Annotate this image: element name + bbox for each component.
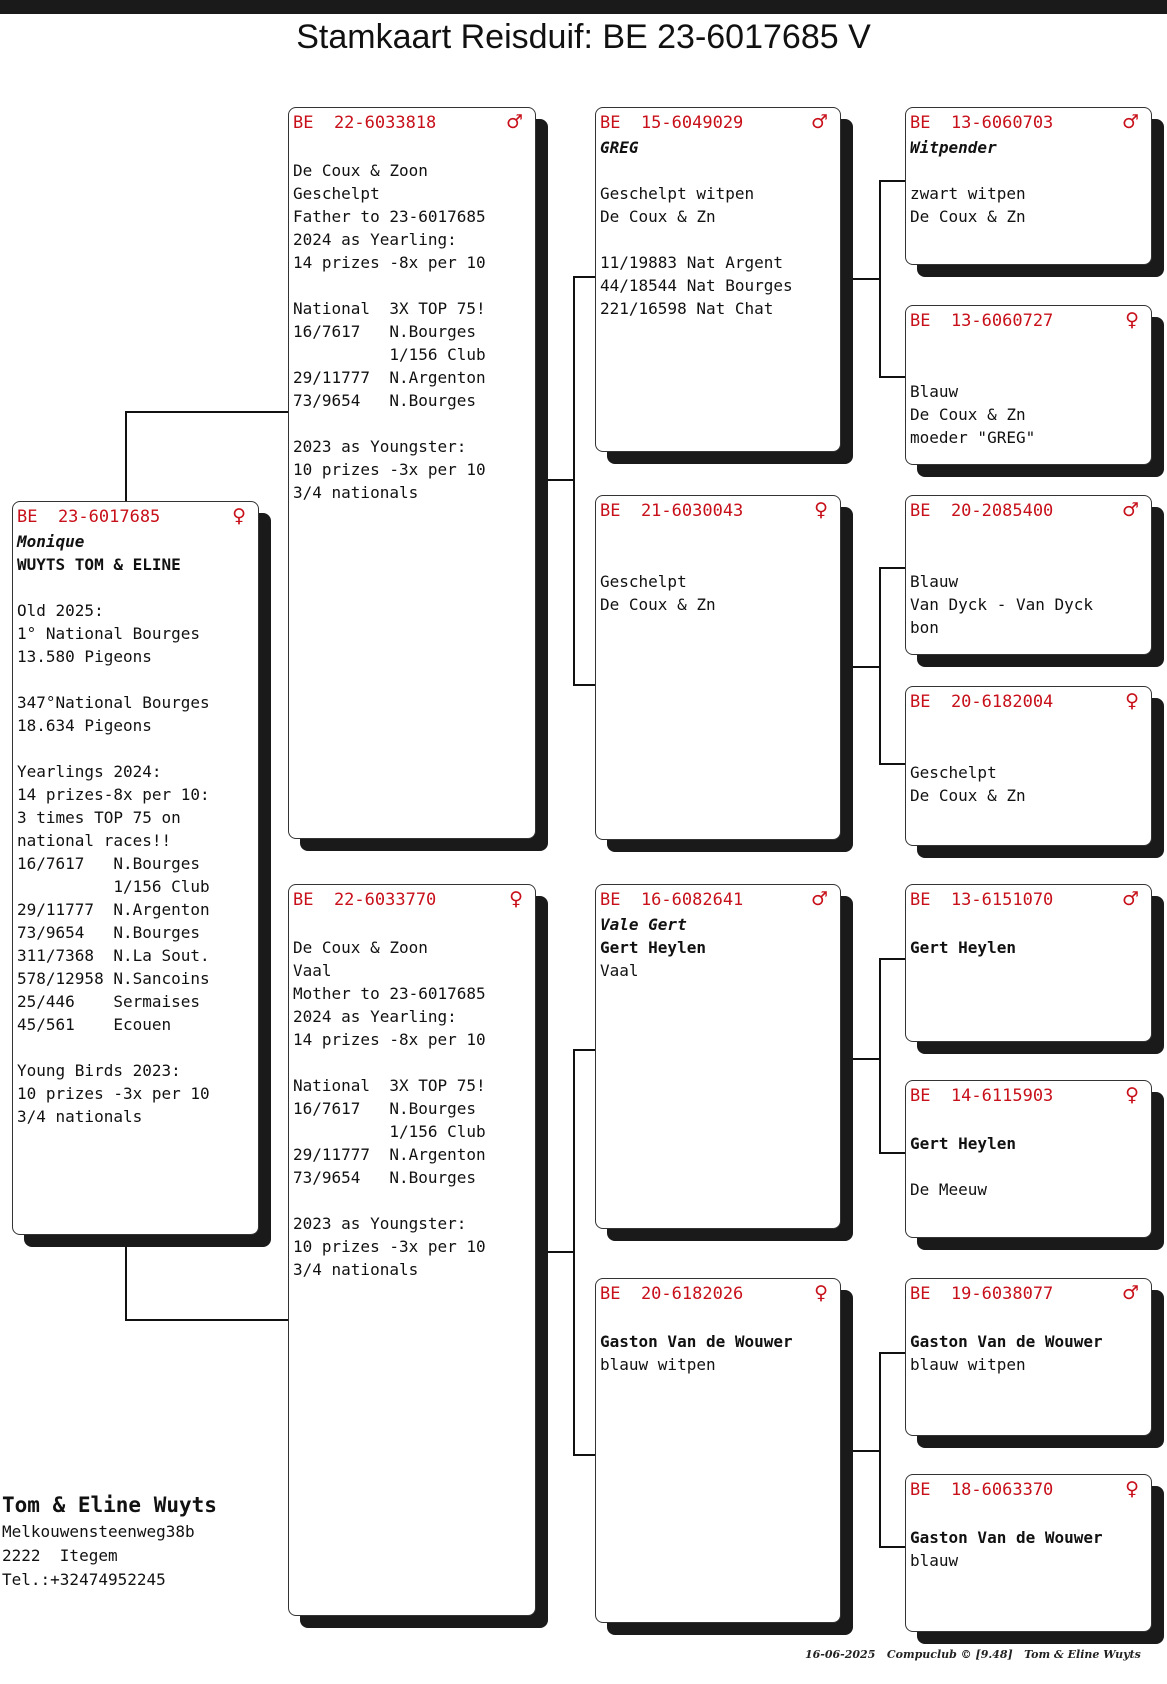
connector-line [573,1454,595,1456]
ring-number: BE 20-6182004 [910,692,1054,712]
card-line: 1° National Bourges [17,624,201,643]
card-line: Gert Heylen [910,1134,1016,1153]
male-symbol-icon: ♂ [1121,111,1139,133]
card-line: 73/9654 N.Bourges [17,923,201,942]
connector-line [879,1352,905,1354]
card-body [17,530,254,1230]
card-line: Vale Gert [600,915,687,934]
pigeon-card-mm-sire[interactable] [905,1278,1152,1436]
connector-line [879,1352,881,1548]
female-symbol-icon: ♀ [814,499,828,521]
card-line [910,738,1147,761]
card-line: Mother to 23-6017685 [293,984,486,1003]
card-line: 10 prizes -3x per 10 [17,1084,210,1103]
connector-line [573,276,595,278]
breeder-city: 2222 Itegem [2,1546,118,1565]
pigeon-card-ff-dam[interactable] [905,305,1152,465]
card-line [910,913,1147,936]
card-body [910,913,1147,1037]
card-line [17,668,254,691]
card-line: De Meeuw [910,1180,988,1199]
card-line: 29/11777 N.Argenton [293,368,486,387]
card-line [293,136,531,159]
connector-line [125,1235,127,1321]
card-line: Vaal [600,961,639,980]
card-line: 2023 as Youngster: [293,1214,467,1233]
pigeon-card-father-sire[interactable] [595,107,841,452]
connector-line [853,666,880,668]
card-line: 2023 as Youngster: [293,437,467,456]
card-line: 44/18544 Nat Bourges [600,276,793,295]
breeder-name: Tom & Eline Wuyts [2,1493,217,1517]
ring-number: BE 15-6049029 [600,113,744,133]
ring-number: BE 20-6182026 [600,1284,744,1304]
card-line: 1/156 Club [293,1122,486,1141]
card-line [910,547,1147,570]
card-body [600,524,836,835]
male-symbol-icon: ♂ [810,888,828,910]
ring-number: BE 13-6060727 [910,311,1054,331]
card-line: blauw witpen [910,1355,1026,1374]
footer-print-info: 16-06-2025 Compuclub © [9.48] Tom & Eline Wuyts [805,1648,1141,1661]
connector-line [125,411,288,413]
card-body [600,1307,836,1618]
pigeon-card-father[interactable] [288,107,536,839]
card-line: zwart witpen [910,184,1026,203]
pigeon-card-fm-sire[interactable] [905,495,1152,655]
card-body [600,913,836,1224]
card-line: 311/7368 N.La Sout. [17,946,210,965]
card-line: Van Dyck - Van Dyck [910,595,1094,614]
card-line: 221/16598 Nat Chat [600,299,774,318]
card-line: blauw [910,1551,959,1570]
card-line: 14 prizes -8x per 10 [293,1030,486,1049]
card-line: Gaston Van de Wouwer [910,1528,1103,1547]
connector-line [879,376,905,378]
card-line [910,524,1147,547]
connector-line [573,1049,595,1051]
card-line: 347°National Bourges [17,693,210,712]
card-line [293,1051,531,1074]
card-line: 14 prizes-8x per 10: [17,785,210,804]
card-line: De Coux & Zn [910,786,1026,805]
card-line [910,334,1147,357]
card-line [910,159,1147,182]
male-symbol-icon: ♂ [505,111,523,133]
pigeon-card-ff-sire[interactable] [905,107,1152,265]
ring-number: BE 20-2085400 [910,501,1054,521]
card-line: blauw witpen [600,1355,716,1374]
card-line: Geschelpt [293,184,380,203]
male-symbol-icon: ♂ [1121,888,1139,910]
card-line [293,1189,531,1212]
card-line: De Coux & Zn [600,207,716,226]
card-line: 16/7617 N.Bourges [293,322,477,341]
card-line [910,357,1147,380]
card-body [910,334,1147,460]
pigeon-card-mother-dam[interactable] [595,1278,841,1623]
male-symbol-icon: ♂ [1121,1282,1139,1304]
card-line [600,547,836,570]
card-line: Geschelpt [600,572,687,591]
connector-line [573,276,575,686]
card-line: Geschelpt [910,763,997,782]
connector-line [853,1058,880,1060]
pigeon-card-father-dam[interactable] [595,495,841,840]
card-line: 16/7617 N.Bourges [17,854,201,873]
card-line [910,1155,1147,1178]
card-line: Gaston Van de Wouwer [600,1332,793,1351]
card-line [600,159,836,182]
card-line: Gaston Van de Wouwer [910,1332,1103,1351]
card-line: Geschelpt witpen [600,184,755,203]
card-line: 1/156 Club [17,877,210,896]
male-symbol-icon: ♂ [810,111,828,133]
card-line: moeder "GREG" [910,428,1036,447]
breeder-street: Melkouwensteenweg38b [2,1522,195,1541]
card-body [600,136,836,447]
pigeon-card-mother-sire[interactable] [595,884,841,1229]
pigeon-card-mm-dam[interactable] [905,1474,1152,1632]
connector-line [573,1049,575,1456]
connector-line [853,278,880,280]
card-line: 10 prizes -3x per 10 [293,1237,486,1256]
card-line [293,913,531,936]
pigeon-card-mf-dam[interactable] [905,1080,1152,1238]
card-line: Blauw [910,382,959,401]
card-body [910,1503,1147,1627]
card-line [600,524,836,547]
card-line: 45/561 Ecouen [17,1015,172,1034]
connector-line [879,1546,905,1548]
card-body [910,524,1147,650]
female-symbol-icon: ♀ [1125,1478,1139,1500]
card-line: 14 prizes -8x per 10 [293,253,486,272]
card-body [910,136,1147,260]
card-line [910,1307,1147,1330]
card-line: Blauw [910,572,959,591]
pigeon-card-main[interactable] [12,501,259,1235]
card-line: bon [910,618,939,637]
card-line: national races!! [17,831,172,850]
connector-line [879,763,905,765]
card-line: 2024 as Yearling: [293,1007,457,1026]
female-symbol-icon: ♀ [814,1282,828,1304]
card-body [293,136,531,834]
connector-line [548,1251,574,1253]
card-line: Gert Heylen [600,938,706,957]
card-line: 3/4 nationals [293,483,419,502]
ring-number: BE 18-6063370 [910,1480,1054,1500]
ring-number: BE 13-6151070 [910,890,1054,910]
pigeon-card-fm-dam[interactable] [905,686,1152,846]
card-line: 29/11777 N.Argenton [293,1145,486,1164]
connector-line [879,180,905,182]
ring-number: BE 23-6017685 [17,507,161,527]
connector-line [548,479,574,481]
card-line: National 3X TOP 75! [293,1076,486,1095]
female-symbol-icon: ♀ [1125,309,1139,331]
ring-number: BE 16-6082641 [600,890,744,910]
top-bar [0,0,1167,14]
card-line [600,228,836,251]
ring-number: BE 22-6033818 [293,113,437,133]
card-line: Gert Heylen [910,938,1016,957]
page-title: Stamkaart Reisduif: BE 23-6017685 V [296,18,871,56]
ring-number: BE 21-6030043 [600,501,744,521]
card-line: Yearlings 2024: [17,762,162,781]
card-line: De Coux & Zn [910,207,1026,226]
card-line [17,737,254,760]
female-symbol-icon: ♀ [509,888,523,910]
card-line: Young Birds 2023: [17,1061,181,1080]
card-line: 29/11777 N.Argenton [17,900,210,919]
ring-number: BE 19-6038077 [910,1284,1054,1304]
card-line: 1/156 Club [293,345,486,364]
card-line [17,576,254,599]
card-line: De Coux & Zn [600,595,716,614]
connector-line [853,1450,880,1452]
connector-line [879,180,881,378]
card-line: 2024 as Yearling: [293,230,457,249]
female-symbol-icon: ♀ [1125,690,1139,712]
card-line: 16/7617 N.Bourges [293,1099,477,1118]
ring-number: BE 13-6060703 [910,113,1054,133]
male-symbol-icon: ♂ [1121,499,1139,521]
card-body [910,1307,1147,1431]
card-line: De Coux & Zn [910,405,1026,424]
ring-number: BE 22-6033770 [293,890,437,910]
ring-number: BE 14-6115903 [910,1086,1054,1106]
female-symbol-icon: ♀ [232,505,246,527]
card-line: 73/9654 N.Bourges [293,1168,477,1187]
card-line: De Coux & Zoon [293,161,428,180]
card-line [600,1307,836,1330]
card-line: Vaal [293,961,332,980]
card-line [293,412,531,435]
card-line: 3/4 nationals [293,1260,419,1279]
connector-line [879,567,881,765]
connector-line [125,1319,288,1321]
card-line: Father to 23-6017685 [293,207,486,226]
card-line: Old 2025: [17,601,104,620]
connector-line [879,567,905,569]
connector-line [879,958,905,960]
card-line: De Coux & Zoon [293,938,428,957]
card-line: 13.580 Pigeons [17,647,152,666]
card-line: Monique [17,532,85,551]
connector-line [879,958,881,1154]
card-line: 10 prizes -3x per 10 [293,460,486,479]
connector-line [879,1152,905,1154]
card-line: 73/9654 N.Bourges [293,391,477,410]
card-line [910,715,1147,738]
female-symbol-icon: ♀ [1125,1084,1139,1106]
pigeon-card-mf-sire[interactable] [905,884,1152,1042]
card-line: 25/446 Sermaises [17,992,201,1011]
card-line [910,1503,1147,1526]
card-line: 18.634 Pigeons [17,716,152,735]
card-line [910,1109,1147,1132]
card-line: GREG [600,138,639,157]
card-line: 578/12958 N.Sancoins [17,969,210,988]
connector-line [125,411,127,501]
card-line [293,274,531,297]
card-line: National 3X TOP 75! [293,299,486,318]
card-line: Witpender [910,138,997,157]
breeder-phone: Tel.:+32474952245 [2,1570,166,1589]
card-line: 11/19883 Nat Argent [600,253,784,272]
connector-line [573,684,595,686]
card-line: 3 times TOP 75 on [17,808,181,827]
card-line [17,1036,254,1059]
pigeon-card-mother[interactable] [288,884,536,1616]
card-line: 3/4 nationals [17,1107,143,1126]
card-body [293,913,531,1611]
card-line: WUYTS TOM & ELINE [17,555,181,574]
card-body [910,1109,1147,1233]
card-body [910,715,1147,841]
breeder-info [2,1490,217,1592]
